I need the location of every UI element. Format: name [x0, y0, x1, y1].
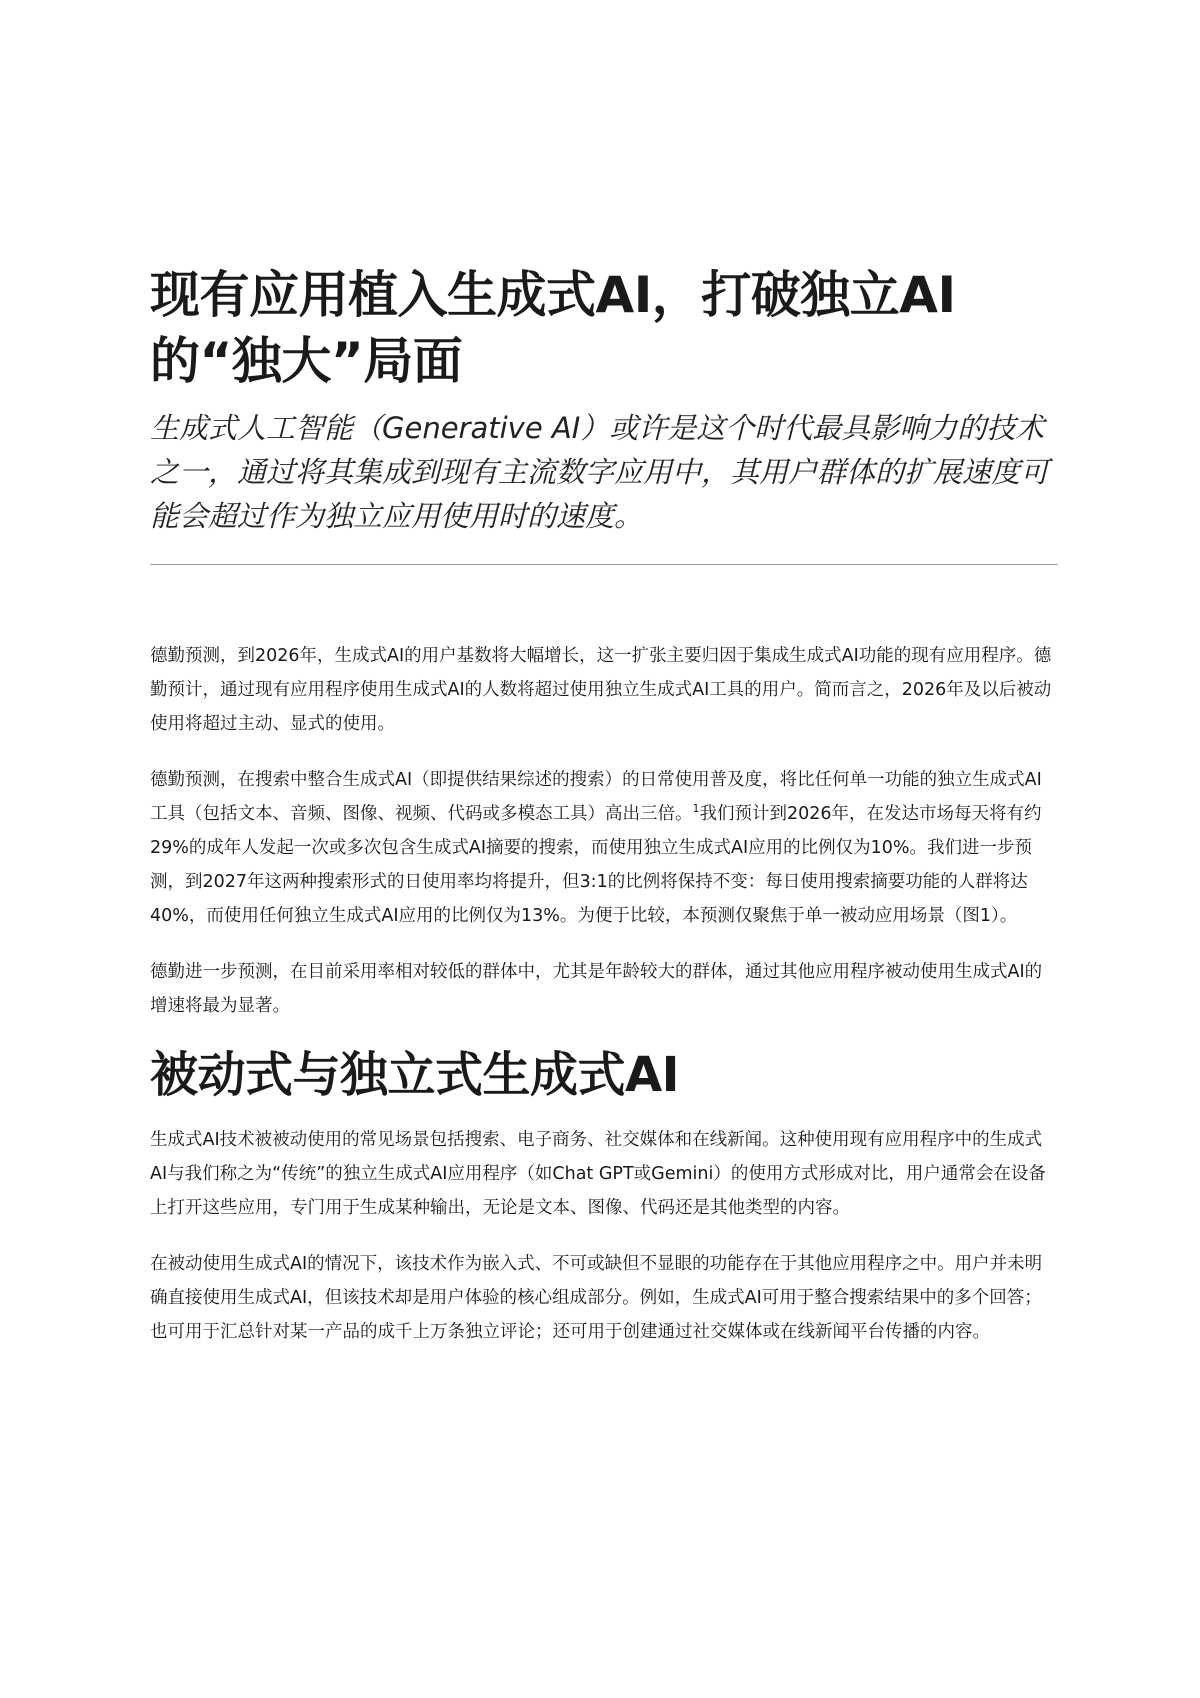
- page-title: 现有应用植入生成式AI，打破独立AI的“独大”局面: [150, 266, 956, 390]
- paragraph-4: 生成式AI技术被被动使用的常见场景包括搜索、电子商务、社交媒体和在线新闻。这种使用现有应用程序中的生成式AI与我们称之为“传统”的独立生成式AI应用程序（如Chat GPT或Gemini）的使用方式形成对比，用户通常会在设备上打开这些应用，专门用于生成某种输出，无论是文本、图像、代码还是其他类型的内容。: [150, 1130, 1046, 1218]
- section-heading: 被动式与独立式生成式AI: [150, 1047, 680, 1103]
- footnote-marker[interactable]: 1: [692, 802, 700, 816]
- article: [150, 262, 1058, 1371]
- paragraph-2: [150, 763, 1058, 933]
- paragraph-2-part-2: 我们预计到2026年，在发达市场每天将有约29%的成年人发起一次或多次包含生成式AI摘要的搜索，而使用独立生成式AI应用的比例仅为10%。我们进一步预测，到2027年这两种搜索形式的日使用率均将提升，但3:1的比例将保持不变：每日使用搜索摘要功能的人群将达40%，而使用任何独立生成式AI应用的比例仅为13%。为便于比较，本预测仅聚焦于单一被动应用场景（图1）。: [150, 804, 1042, 926]
- section-passive-vs-standalone: [150, 1123, 1058, 1349]
- paragraph-2-part-1: 德勤预测，在搜索中整合生成式AI（即提供结果综述的搜索）的日常使用普及度，将比任何单一功能的独立生成式AI工具（包括文本、音频、图像、视频、代码或多模态工具）高出三倍。: [150, 770, 1042, 824]
- section-predictions: [150, 639, 1058, 1023]
- section-divider: [150, 564, 1058, 565]
- paragraph-1: 德勤预测，到2026年，生成式AI的用户基数将大幅增长，这一扩张主要归因于集成生成式AI功能的现有应用程序。德勤预计，通过现有应用程序使用生成式AI的人数将超过使用独立生成式AI工具的用户。简而言之，2026年及以后被动使用将超过主动、显式的使用。: [150, 646, 1052, 734]
- page-subtitle: 生成式人工智能（Generative AI）或许是这个时代最具影响力的技术之一，通过将其集成到现有主流数字应用中，其用户群体的扩展速度可能会超过作为独立应用使用时的速度。: [150, 411, 1050, 533]
- paragraph-3: 德勤进一步预测，在目前采用率相对较低的群体中，尤其是年龄较大的群体，通过其他应用程序被动使用生成式AI的增速将最为显著。: [150, 962, 1043, 1016]
- paragraph-5: 在被动使用生成式AI的情况下，该技术作为嵌入式、不可或缺但不显眼的功能存在于其他应用程序之中。用户并未明确直接使用生成式AI，但该技术却是用户体验的核心组成部分。例如，生成式AI可用于整合搜索结果中的多个回答；也可用于汇总针对某一产品的成千上万条独立评论；还可用于创建通过社交媒体或在线新闻平台传播的内容。: [150, 1254, 1043, 1342]
